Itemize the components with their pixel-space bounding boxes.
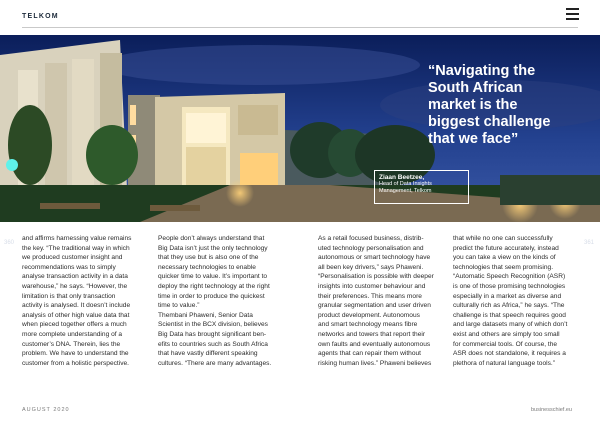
text-line: customer’s DNA. Therein, lies the — [22, 340, 121, 348]
text-line: efits to countries such as South Africa — [158, 340, 268, 348]
text-line: cultures. “There are many advantages. — [158, 359, 272, 367]
text-line: ASR does not standalone, it requires a — [453, 350, 566, 358]
text-line: “Personalisation is possible with deeper — [318, 273, 434, 281]
quote-attribution — [374, 170, 469, 204]
article-column-1 — [22, 234, 146, 368]
quote-line: biggest challenge — [428, 114, 551, 130]
page-number-left: 360 — [4, 240, 15, 246]
article-column-4 — [453, 234, 577, 368]
text-line: that they use but is also one of the — [158, 254, 259, 262]
text-line: warehouse,” he says. “However, the — [22, 282, 128, 290]
text-line: exist and others are simply too small — [453, 330, 560, 338]
text-line: granular segmentation and user driven — [318, 302, 431, 310]
article-body — [22, 234, 580, 394]
header-divider — [22, 27, 578, 28]
text-line: autonomous or smart technology have — [318, 254, 431, 262]
text-line: As a retail focused business, distrib- — [318, 235, 424, 242]
text-line: for commercial tools. Of course, the — [453, 340, 558, 348]
text-line: uted technology personalisation and — [318, 244, 424, 252]
top-bar — [0, 0, 600, 32]
text-line: risking human lives.” Phaweni believes — [318, 359, 432, 367]
text-line: that while no one can successfully — [453, 235, 553, 242]
text-line: “Automatic Speech Recognition (ASR) — [453, 273, 566, 281]
attribution-name: Ziaan Beetzee, — [379, 174, 425, 181]
text-line: Scientist in the BCX division, believes — [158, 321, 268, 329]
text-line: networks and towers that report their — [318, 330, 426, 338]
text-line: customer from a holistic perspective. — [22, 359, 130, 367]
text-line: limitation is that only transaction — [22, 292, 116, 300]
text-line: you can take a view on the kinds of — [453, 254, 556, 262]
quote-line: that we face” — [428, 131, 519, 147]
text-line: Big Data isn’t just the only technology — [158, 244, 268, 252]
text-line: necessary technologies to enable — [158, 263, 256, 271]
attribution-role: Management, Telkom — [379, 188, 432, 194]
text-line: their preferences. This means more — [318, 292, 422, 300]
text-line: problem. We have to understand the — [22, 350, 129, 358]
text-line: quicker time to value. It’s important to — [158, 273, 268, 281]
footer-site-link[interactable]: businesschief.eu — [531, 407, 572, 413]
article-column-2 — [158, 234, 282, 368]
text-line: recommendations was to simply — [22, 263, 116, 271]
text-line: time in order to produce the quickest — [158, 292, 265, 300]
text-line: insights into customer behaviour and — [318, 282, 426, 290]
text-line: deploy the right technology at the right — [158, 282, 270, 290]
text-line: the key. “The traditional way in which — [22, 244, 130, 252]
text-line: predict the future accurately, instead — [453, 244, 559, 252]
quote-line: “Navigating the — [428, 63, 536, 79]
page-number-right: 361 — [584, 240, 595, 246]
text-line: product development. Autonomous — [318, 311, 420, 319]
text-line: is one of those promising technologies — [453, 282, 566, 290]
text-line: Big Data has brought significant ben- — [158, 330, 267, 338]
quote-line: South African — [428, 80, 523, 96]
text-line: time to value.” — [158, 302, 200, 310]
pull-quote — [428, 63, 588, 148]
text-line: plethora of natural language tools.” — [453, 359, 555, 367]
footer-date: AUGUST 2020 — [22, 407, 70, 413]
text-line: and affirms harnessing value remains — [22, 235, 132, 242]
text-line: that have vastly different speaking — [158, 350, 258, 358]
text-line: and smart technology means fibre — [318, 321, 418, 329]
text-line: Thembani Phaweni, Senior Data — [158, 311, 253, 319]
text-line: when pieced together offers a much — [22, 321, 127, 329]
hamburger-menu-icon[interactable] — [566, 8, 579, 20]
text-line: own faults and eventually autonomous — [318, 340, 431, 348]
text-line: People don’t always understand that — [158, 235, 265, 242]
text-line: more complete understanding of a — [22, 330, 123, 338]
text-line: especially in a market as diverse and — [453, 292, 562, 300]
text-line: challenge is that speech requires good — [453, 311, 566, 319]
text-line: technologies that seem promising. — [453, 263, 554, 271]
text-line: activity is analysed. It doesn’t include — [22, 302, 131, 310]
text-line: agents that can repair them without — [318, 350, 421, 358]
text-line: we produced customer insight and — [22, 254, 123, 262]
text-line: all been key drivers,” says Phaweni. — [318, 263, 424, 271]
article-column-3 — [318, 234, 442, 368]
text-line: culturally rich as Africa,” he says. “The — [453, 302, 565, 310]
brand-logo[interactable]: TELKOM — [22, 13, 59, 20]
attribution-role: Head of Data Insights — [379, 181, 432, 187]
quote-line: market is the — [428, 97, 518, 113]
text-line: analyse transaction activity in a data — [22, 273, 128, 281]
text-line: analysis of other high value data that — [22, 311, 130, 319]
text-line: and large datasets many of which don’t — [453, 321, 568, 329]
